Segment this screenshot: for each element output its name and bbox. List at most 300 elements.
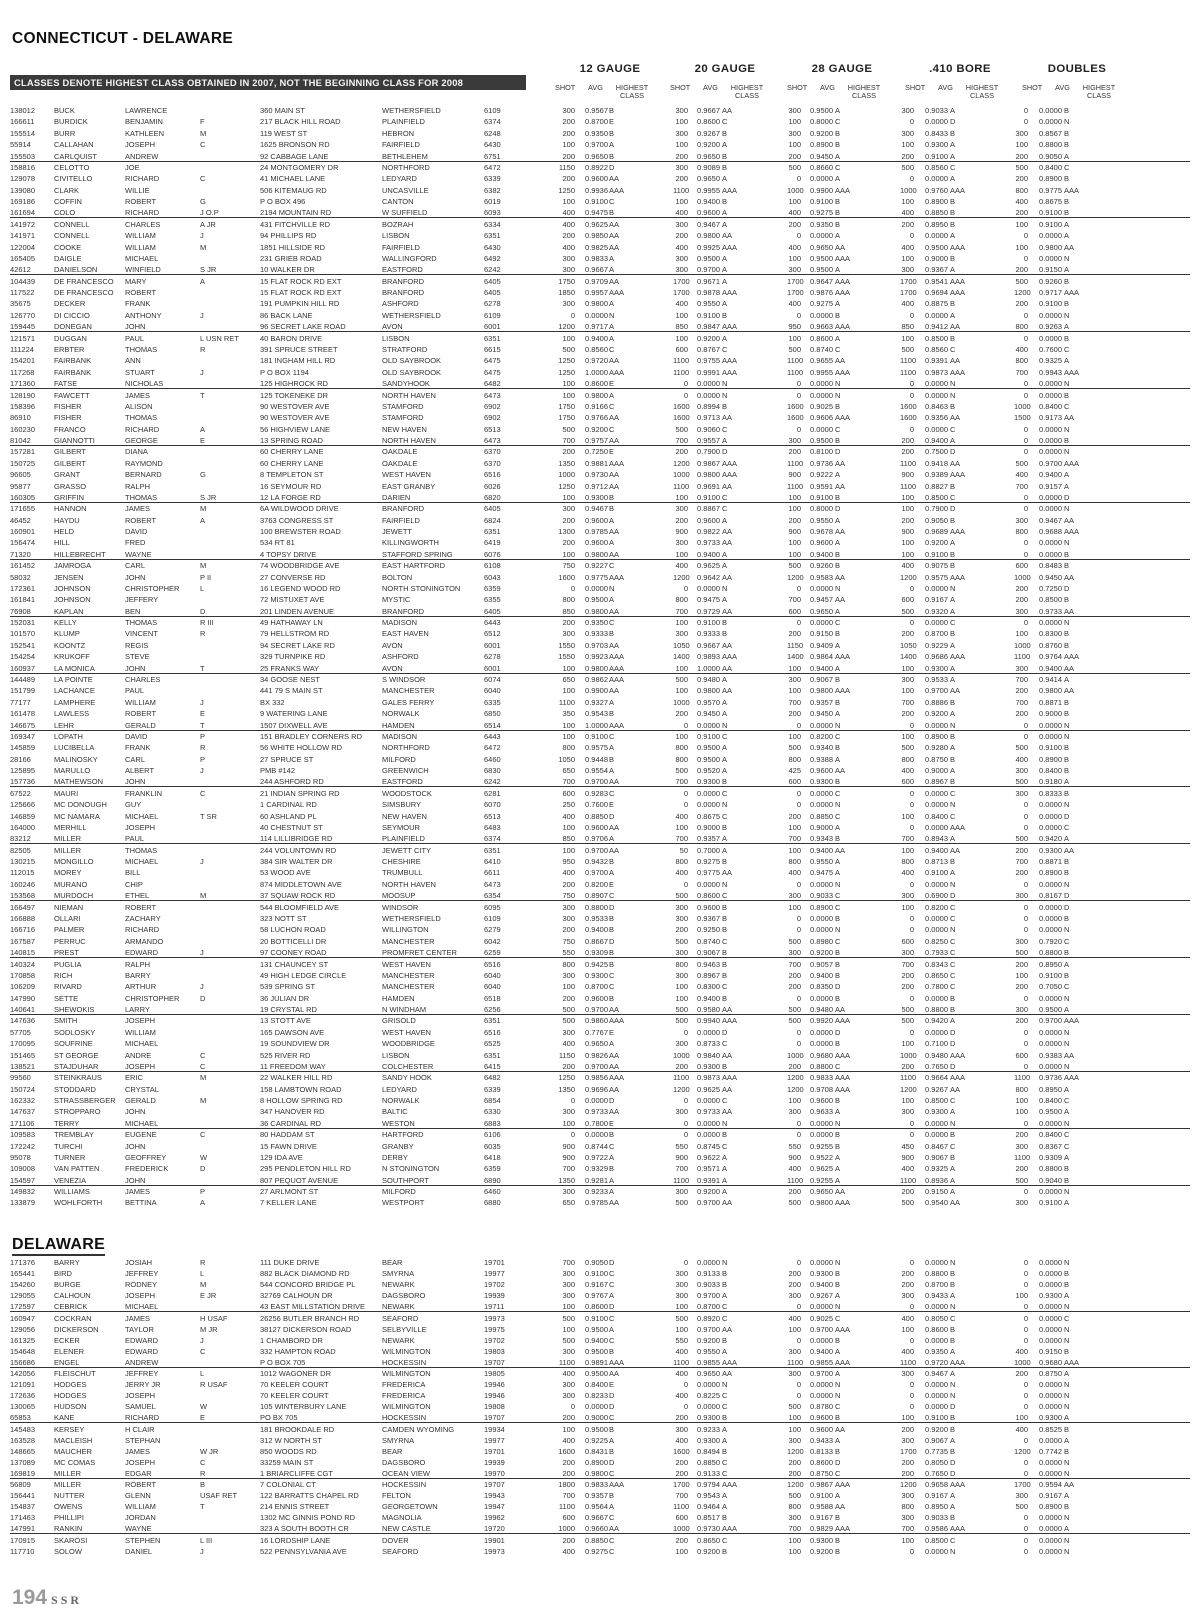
cell-dbl-avg: 0.9157 <box>1039 481 1062 491</box>
cell-28ga-class: AAA <box>835 1073 851 1083</box>
cell-dbl-avg: 0.9300 <box>1039 845 1062 855</box>
cell-12ga-avg: 0.9957 <box>585 288 608 298</box>
cell-last-name: SODLOSKY <box>54 1027 96 1037</box>
cell-12ga-avg: 0.9696 <box>585 1084 608 1094</box>
cell-28ga-avg: 0.9433 <box>810 1435 833 1445</box>
cell-zip: 6615 <box>484 344 501 354</box>
cell-address: 24 MONTGOMERY DR <box>260 162 339 172</box>
cell-dbl-class: B <box>1064 276 1070 286</box>
cell-first-name: MICHAEL <box>125 253 159 263</box>
cell-12ga-class: B <box>609 857 615 867</box>
cell-20ga-shot: 1100 <box>673 356 690 366</box>
cell-12ga-shot: 1000 <box>558 470 575 480</box>
cell-member-id: 95877 <box>10 481 31 491</box>
cell-12ga-avg: 0.9923 <box>585 652 608 662</box>
cell-dbl-class: N <box>1064 1118 1070 1128</box>
table-row <box>10 1536 1190 1545</box>
cell-member-id: 122004 <box>10 242 36 252</box>
cell-last-name: DECKER <box>54 299 86 309</box>
cell-12ga-class: E <box>609 879 615 889</box>
cell-12ga-shot: 100 <box>562 1324 575 1334</box>
table-row <box>10 311 1190 320</box>
cell-410-shot: 800 <box>901 754 914 764</box>
cell-20ga-avg: 0.9571 <box>697 1164 720 1174</box>
cell-28ga-class: C <box>835 1061 841 1071</box>
cell-20ga-class: N <box>722 800 728 810</box>
cell-410-shot: 300 <box>901 128 914 138</box>
cell-410-class: C <box>950 948 956 958</box>
subheader-highest-class: HIGHEST CLASS <box>615 83 649 100</box>
cell-20ga-shot: 1000 <box>673 470 690 480</box>
cell-dbl-avg: 0.0000 <box>1039 1335 1062 1345</box>
cell-address: 244 VOLUNTOWN RD <box>260 845 337 855</box>
cell-city: GEORGETOWN <box>382 1502 438 1512</box>
cell-suffix: T <box>200 720 205 730</box>
cell-city: DAGSBORO <box>382 1291 426 1301</box>
cell-address: 15 FAWN DRIVE <box>260 1141 317 1151</box>
table-row <box>10 607 1190 617</box>
cell-20ga-shot: 0 <box>683 1380 688 1390</box>
cell-dbl-avg: 0.9800 <box>1039 242 1062 252</box>
cell-member-id: 160901 <box>10 527 36 537</box>
cell-member-id: 76908 <box>10 606 31 616</box>
cell-first-name: JAMES <box>125 1446 151 1456</box>
cell-dbl-shot: 800 <box>1015 527 1028 537</box>
cell-20ga-class: AAA <box>722 1073 738 1083</box>
cell-city: AVON <box>382 640 403 650</box>
cell-28ga-avg: 0.9500 <box>810 265 833 275</box>
cell-first-name: BERNARD <box>125 470 162 480</box>
cell-410-avg: 0.0000 <box>925 174 948 184</box>
cell-dbl-shot: 0 <box>1023 902 1028 912</box>
cell-410-shot: 0 <box>909 310 914 320</box>
cell-12ga-shot: 100 <box>562 390 575 400</box>
cell-28ga-avg: 0.0000 <box>810 720 833 730</box>
cell-12ga-class: A <box>609 1187 615 1197</box>
cell-last-name: MILLER <box>54 834 82 844</box>
table-row <box>10 1051 1190 1060</box>
cell-12ga-shot: 100 <box>562 731 575 741</box>
cell-zip: 6351 <box>484 231 501 241</box>
cell-20ga-avg: 0.9200 <box>697 1546 720 1556</box>
cell-12ga-class: B <box>609 492 615 502</box>
table-row <box>10 1458 1190 1467</box>
cell-zip: 6410 <box>484 857 501 867</box>
cell-dbl-class: AA <box>1064 515 1075 525</box>
cell-dbl-class: B <box>1064 629 1070 639</box>
cell-28ga-avg: 0.0000 <box>810 1380 833 1390</box>
cell-410-avg: 0.8850 <box>925 208 948 218</box>
cell-zip: 6419 <box>484 538 501 548</box>
cell-first-name: THOMAS <box>125 492 158 502</box>
cell-address: 1012 WAGONER DR <box>260 1369 331 1378</box>
cell-dbl-class: C <box>1064 1096 1070 1106</box>
cell-city: NORTHFORD <box>382 743 430 753</box>
cell-last-name: OWENS <box>54 1502 83 1512</box>
cell-20ga-class: A <box>722 299 728 309</box>
cell-address: 129 IDA AVE <box>260 1152 303 1162</box>
table-row <box>10 129 1190 138</box>
cell-28ga-shot: 1100 <box>787 481 804 491</box>
cell-12ga-shot: 200 <box>562 151 575 161</box>
cell-zip: 6405 <box>484 504 501 514</box>
cell-zip: 6351 <box>484 845 501 855</box>
cell-12ga-class: AA <box>609 1107 620 1117</box>
cell-410-shot: 0 <box>909 879 914 889</box>
cell-dbl-class: B <box>1064 549 1070 559</box>
cell-28ga-shot: 100 <box>788 902 801 912</box>
gauge-title: .410 BORE <box>929 63 991 75</box>
cell-dbl-avg: 0.9100 <box>1039 743 1062 753</box>
cell-410-class: B <box>950 197 956 207</box>
cell-dbl-avg: 0.0000 <box>1039 504 1062 514</box>
cell-dbl-avg: 0.9383 <box>1039 1050 1062 1060</box>
cell-dbl-shot: 1000 <box>1014 640 1031 650</box>
cell-20ga-avg: 0.0000 <box>697 879 720 889</box>
cell-first-name: JOSEPH <box>125 1457 156 1467</box>
cell-dbl-class: D <box>1064 811 1070 821</box>
cell-member-id: 56809 <box>10 1480 31 1489</box>
cell-20ga-avg: 0.9847 <box>697 322 720 332</box>
cell-28ga-class: C <box>835 344 841 354</box>
cell-dbl-avg: 0.8500 <box>1039 595 1062 605</box>
cell-12ga-class: B <box>609 959 615 969</box>
cell-410-avg: 0.7650 <box>925 1468 948 1478</box>
cell-zip: 6525 <box>484 1039 501 1049</box>
cell-410-shot: 1000 <box>900 1050 917 1060</box>
cell-20ga-avg: 0.9089 <box>697 162 720 172</box>
cell-28ga-class: B <box>835 208 841 218</box>
cell-city: BOLTON <box>382 572 413 582</box>
cell-20ga-shot: 200 <box>675 1468 688 1478</box>
cell-28ga-avg: 0.9409 <box>810 640 833 650</box>
subheader-shot: SHOT <box>670 83 691 92</box>
cell-dbl-shot: 300 <box>1015 663 1028 673</box>
cell-28ga-class: A <box>835 709 841 719</box>
cell-dbl-shot: 700 <box>1015 367 1028 377</box>
cell-410-class: AAA <box>950 1480 966 1489</box>
cell-dbl-avg: 0.0000 <box>1039 1039 1062 1049</box>
cell-address: 8 HOLLOW SPRING RD <box>260 1096 343 1106</box>
cell-address: 122 BARRATTS CHAPEL RD <box>260 1491 359 1501</box>
cell-city: MANCHESTER <box>382 970 435 980</box>
cell-28ga-class: B <box>835 1446 841 1456</box>
cell-410-shot: 100 <box>901 1535 914 1545</box>
cell-28ga-class: AA <box>835 458 846 468</box>
cell-20ga-shot: 0 <box>683 1130 688 1140</box>
cell-dbl-avg: 0.9100 <box>1039 208 1062 218</box>
cell-410-class: A <box>950 1107 956 1117</box>
cell-dbl-avg: 0.9100 <box>1039 970 1062 980</box>
table-row <box>10 1130 1190 1139</box>
cell-dbl-avg: 0.0000 <box>1039 1313 1062 1323</box>
cell-28ga-avg: 0.9255 <box>810 1175 833 1185</box>
cell-12ga-avg: 0.9500 <box>585 595 608 605</box>
cell-last-name: CEBRICK <box>54 1302 88 1312</box>
cell-city: NEW HAVEN <box>382 811 427 821</box>
cell-12ga-class: C <box>609 970 615 980</box>
cell-address: 1625 BRONSON RD <box>260 140 330 150</box>
cell-28ga-class: B <box>835 697 841 707</box>
cell-suffix: J O.P <box>200 208 219 218</box>
cell-address: 329 TURNPIKE RD <box>260 652 326 662</box>
cell-28ga-avg: 0.9700 <box>810 1369 833 1378</box>
cell-20ga-shot: 1700 <box>673 1480 690 1489</box>
cell-12ga-class: B <box>609 913 615 923</box>
cell-410-class: D <box>950 1061 956 1071</box>
cell-20ga-class: A <box>722 1164 728 1174</box>
cell-suffix: P <box>200 1187 206 1197</box>
cell-28ga-class: AA <box>835 1005 846 1015</box>
cell-dbl-class: N <box>1064 731 1070 741</box>
cell-dbl-shot: 500 <box>1015 1175 1028 1185</box>
table-row <box>10 880 1190 889</box>
cell-410-class: D <box>950 891 956 901</box>
cell-410-class: A <box>950 1016 956 1026</box>
cell-first-name: JOSEPH <box>125 822 156 832</box>
cell-28ga-shot: 300 <box>788 128 801 138</box>
table-row <box>10 868 1190 877</box>
cell-20ga-class: A <box>722 1187 728 1197</box>
cell-410-avg: 0.8875 <box>925 299 948 309</box>
table-row <box>10 265 1190 275</box>
cell-zip: 19934 <box>484 1424 505 1434</box>
cell-member-id: 171463 <box>10 1513 36 1523</box>
cell-last-name: PERRUC <box>54 936 86 946</box>
cell-suffix: J <box>200 1335 204 1345</box>
cell-address: 11 FREEDOM WAY <box>260 1061 326 1071</box>
cell-first-name: JOE <box>125 162 140 172</box>
cell-12ga-class: C <box>609 1468 615 1478</box>
cell-28ga-avg: 0.0000 <box>810 379 833 389</box>
table-row <box>10 982 1190 991</box>
cell-dbl-shot: 0 <box>1023 1391 1028 1401</box>
cell-12ga-class: A <box>609 868 615 878</box>
cell-dbl-shot: 0 <box>1023 1513 1028 1523</box>
cell-20ga-class: A <box>722 333 728 343</box>
cell-20ga-avg: 0.9650 <box>697 151 720 161</box>
cell-28ga-avg: 0.9025 <box>810 1313 833 1323</box>
cell-410-shot: 0 <box>909 913 914 923</box>
cell-last-name: SOUFRINE <box>54 1039 93 1049</box>
cell-dbl-class: B <box>1064 948 1070 958</box>
cell-address: 27 ARLMONT ST <box>260 1187 319 1197</box>
cell-zip: 6354 <box>484 891 501 901</box>
cell-first-name: ROBERT <box>125 1480 157 1489</box>
cell-dbl-avg: 0.8800 <box>1039 948 1062 958</box>
cell-12ga-class: A <box>609 299 615 309</box>
table-row <box>10 391 1190 400</box>
cell-suffix: C <box>200 1061 206 1071</box>
cell-city: SEAFORD <box>382 1546 419 1556</box>
cell-28ga-class: C <box>835 891 841 901</box>
cell-dbl-class: B <box>1064 1269 1070 1279</box>
cell-12ga-avg: 0.9400 <box>585 1335 608 1345</box>
cell-28ga-shot: 0 <box>796 925 801 935</box>
cell-20ga-class: AA <box>722 606 733 616</box>
cell-member-id: 95078 <box>10 1152 31 1162</box>
cell-member-id: 153568 <box>10 891 36 901</box>
cell-dbl-avg: 0.9325 <box>1039 356 1062 366</box>
cell-dbl-avg: 0.0000 <box>1039 1280 1062 1290</box>
cell-28ga-shot: 300 <box>788 675 801 684</box>
table-row <box>10 527 1190 536</box>
cell-last-name: KRUKOFF <box>54 652 90 662</box>
cell-zip: 6824 <box>484 515 501 525</box>
cell-city: WILLINGTON <box>382 925 429 935</box>
cell-city: WALLINGFORD <box>382 253 437 263</box>
cell-dbl-class: N <box>1064 1457 1070 1467</box>
cell-dbl-shot: 0 <box>1023 1380 1028 1390</box>
table-row <box>10 550 1190 560</box>
cell-12ga-class: B <box>609 948 615 958</box>
cell-dbl-class: A <box>1064 481 1070 491</box>
cell-20ga-class: AAA <box>722 242 738 252</box>
cell-28ga-shot: 700 <box>788 1524 801 1534</box>
cell-28ga-avg: 0.8200 <box>810 731 833 741</box>
cell-member-id: 111224 <box>10 344 34 354</box>
cell-dbl-class: N <box>1064 1535 1070 1545</box>
cell-20ga-shot: 100 <box>675 618 688 628</box>
cell-dbl-shot: 0 <box>1023 1118 1028 1128</box>
cell-28ga-shot: 300 <box>788 1291 801 1301</box>
cell-410-shot: 0 <box>909 618 914 628</box>
table-row <box>10 220 1190 229</box>
cell-20ga-class: B <box>722 1061 728 1071</box>
cell-28ga-class: N <box>835 379 841 389</box>
cell-20ga-avg: 0.9775 <box>697 868 720 878</box>
cell-dbl-avg: 0.8483 <box>1039 561 1062 571</box>
cell-member-id: 35675 <box>10 299 31 309</box>
cell-12ga-avg: 0.9100 <box>585 731 608 741</box>
cell-city: STRATFORD <box>382 344 428 354</box>
cell-dbl-avg: 0.8871 <box>1039 697 1062 707</box>
cell-dbl-avg: 0.0000 <box>1039 811 1062 821</box>
cell-address: 97 COONEY ROAD <box>260 948 327 958</box>
cell-20ga-avg: 0.9625 <box>697 1084 720 1094</box>
cell-410-shot: 500 <box>901 1198 914 1208</box>
cell-dbl-avg: 0.8950 <box>1039 959 1062 969</box>
cell-suffix: L <box>200 583 205 593</box>
cell-12ga-shot: 100 <box>562 822 575 832</box>
cell-28ga-shot: 200 <box>788 982 801 992</box>
cell-28ga-avg: 0.9057 <box>810 959 833 969</box>
cell-20ga-class: N <box>722 879 728 889</box>
cell-28ga-class: N <box>835 390 841 400</box>
cell-dbl-class: N <box>1064 1402 1070 1412</box>
cell-410-avg: 0.0000 <box>925 720 948 730</box>
cell-410-class: A <box>950 606 956 616</box>
cell-20ga-shot: 700 <box>675 1164 688 1174</box>
cell-410-shot: 0 <box>909 800 914 810</box>
cell-20ga-class: AA <box>722 1324 733 1334</box>
cell-28ga-shot: 100 <box>788 1424 801 1434</box>
subheader-avg: AVG <box>703 83 718 92</box>
cell-last-name: MARULLO <box>54 766 91 776</box>
cell-last-name: DANIELSON <box>54 265 98 275</box>
cell-address: 26256 BUTLER BRANCH RD <box>260 1313 360 1323</box>
cell-12ga-avg: 0.8800 <box>585 902 608 912</box>
cell-dbl-class: C <box>1064 822 1070 832</box>
subheader-highest-class: HIGHEST CLASS <box>847 83 881 100</box>
cell-dbl-shot: 100 <box>1015 1107 1028 1117</box>
table-row <box>10 254 1190 263</box>
cell-20ga-class: B <box>722 1130 728 1140</box>
cell-28ga-class: A <box>835 857 841 867</box>
cell-dbl-shot: 600 <box>1015 561 1028 571</box>
cell-last-name: COFFIN <box>54 197 82 207</box>
cell-20ga-shot: 100 <box>675 492 688 502</box>
cell-410-class: B <box>950 481 956 491</box>
cell-28ga-avg: 0.9200 <box>810 128 833 138</box>
cell-28ga-shot: 100 <box>788 504 801 514</box>
table-row <box>10 1436 1190 1445</box>
cell-dbl-class: B <box>1064 970 1070 980</box>
cell-12ga-class: AA <box>609 640 620 650</box>
cell-city: EAST GRANBY <box>382 481 436 491</box>
cell-410-class: D <box>950 1468 956 1478</box>
cell-20ga-class: A <box>722 709 728 719</box>
cell-suffix: J <box>200 367 204 377</box>
cell-first-name: RICHARD <box>125 1413 160 1423</box>
cell-28ga-shot: 500 <box>788 1402 801 1412</box>
cell-410-avg: 0.9167 <box>925 1491 948 1501</box>
cell-member-id: 133879 <box>10 1198 36 1208</box>
cell-410-avg: 0.8433 <box>925 128 948 138</box>
cell-20ga-shot: 0 <box>683 1402 688 1412</box>
cell-last-name: TREMBLAY <box>54 1130 94 1140</box>
cell-28ga-class: N <box>835 1380 841 1390</box>
cell-zip: 19946 <box>484 1380 505 1390</box>
subheader-highest-class: HIGHEST CLASS <box>730 83 764 100</box>
cell-12ga-class: D <box>609 936 615 946</box>
cell-suffix: USAF RET <box>200 1491 238 1501</box>
cell-first-name: JOHN <box>125 777 146 787</box>
cell-dbl-class: N <box>1064 538 1070 548</box>
cell-first-name: JAMES <box>125 504 151 514</box>
cell-address: 37 SQUAW ROCK RD <box>260 891 336 901</box>
cell-28ga-class: AAA <box>835 1524 851 1534</box>
cell-410-avg: 0.9400 <box>925 436 948 446</box>
cell-410-class: A <box>950 743 956 753</box>
cell-410-class: C <box>950 936 956 946</box>
cell-dbl-class: B <box>1064 1280 1070 1290</box>
cell-28ga-class: C <box>835 1313 841 1323</box>
cell-address: 534 RT 81 <box>260 538 295 548</box>
cell-410-class: C <box>950 162 956 172</box>
cell-20ga-avg: 0.0000 <box>697 1380 720 1390</box>
cell-410-shot: 300 <box>901 1369 914 1378</box>
cell-12ga-class: C <box>609 1535 615 1545</box>
cell-member-id: 166611 <box>10 117 35 127</box>
cell-suffix: C <box>200 788 206 798</box>
table-row <box>10 994 1190 1003</box>
cell-28ga-avg: 0.9255 <box>810 1141 833 1151</box>
cell-28ga-shot: 200 <box>788 811 801 821</box>
cell-410-class: AAA <box>950 367 966 377</box>
cell-410-avg: 0.0000 <box>925 1302 948 1312</box>
cell-dbl-avg: 0.9260 <box>1039 276 1062 286</box>
table-row <box>10 971 1190 980</box>
cell-20ga-shot: 200 <box>675 515 688 525</box>
cell-12ga-shot: 900 <box>562 1141 575 1151</box>
cell-28ga-class: N <box>835 1258 841 1267</box>
cell-zip: 6001 <box>484 640 501 650</box>
cell-address: 544 BLOOMFIELD AVE <box>260 902 340 912</box>
cell-member-id: 151799 <box>10 686 36 696</box>
table-row <box>10 1358 1190 1368</box>
cell-20ga-avg: 0.9557 <box>697 436 720 446</box>
